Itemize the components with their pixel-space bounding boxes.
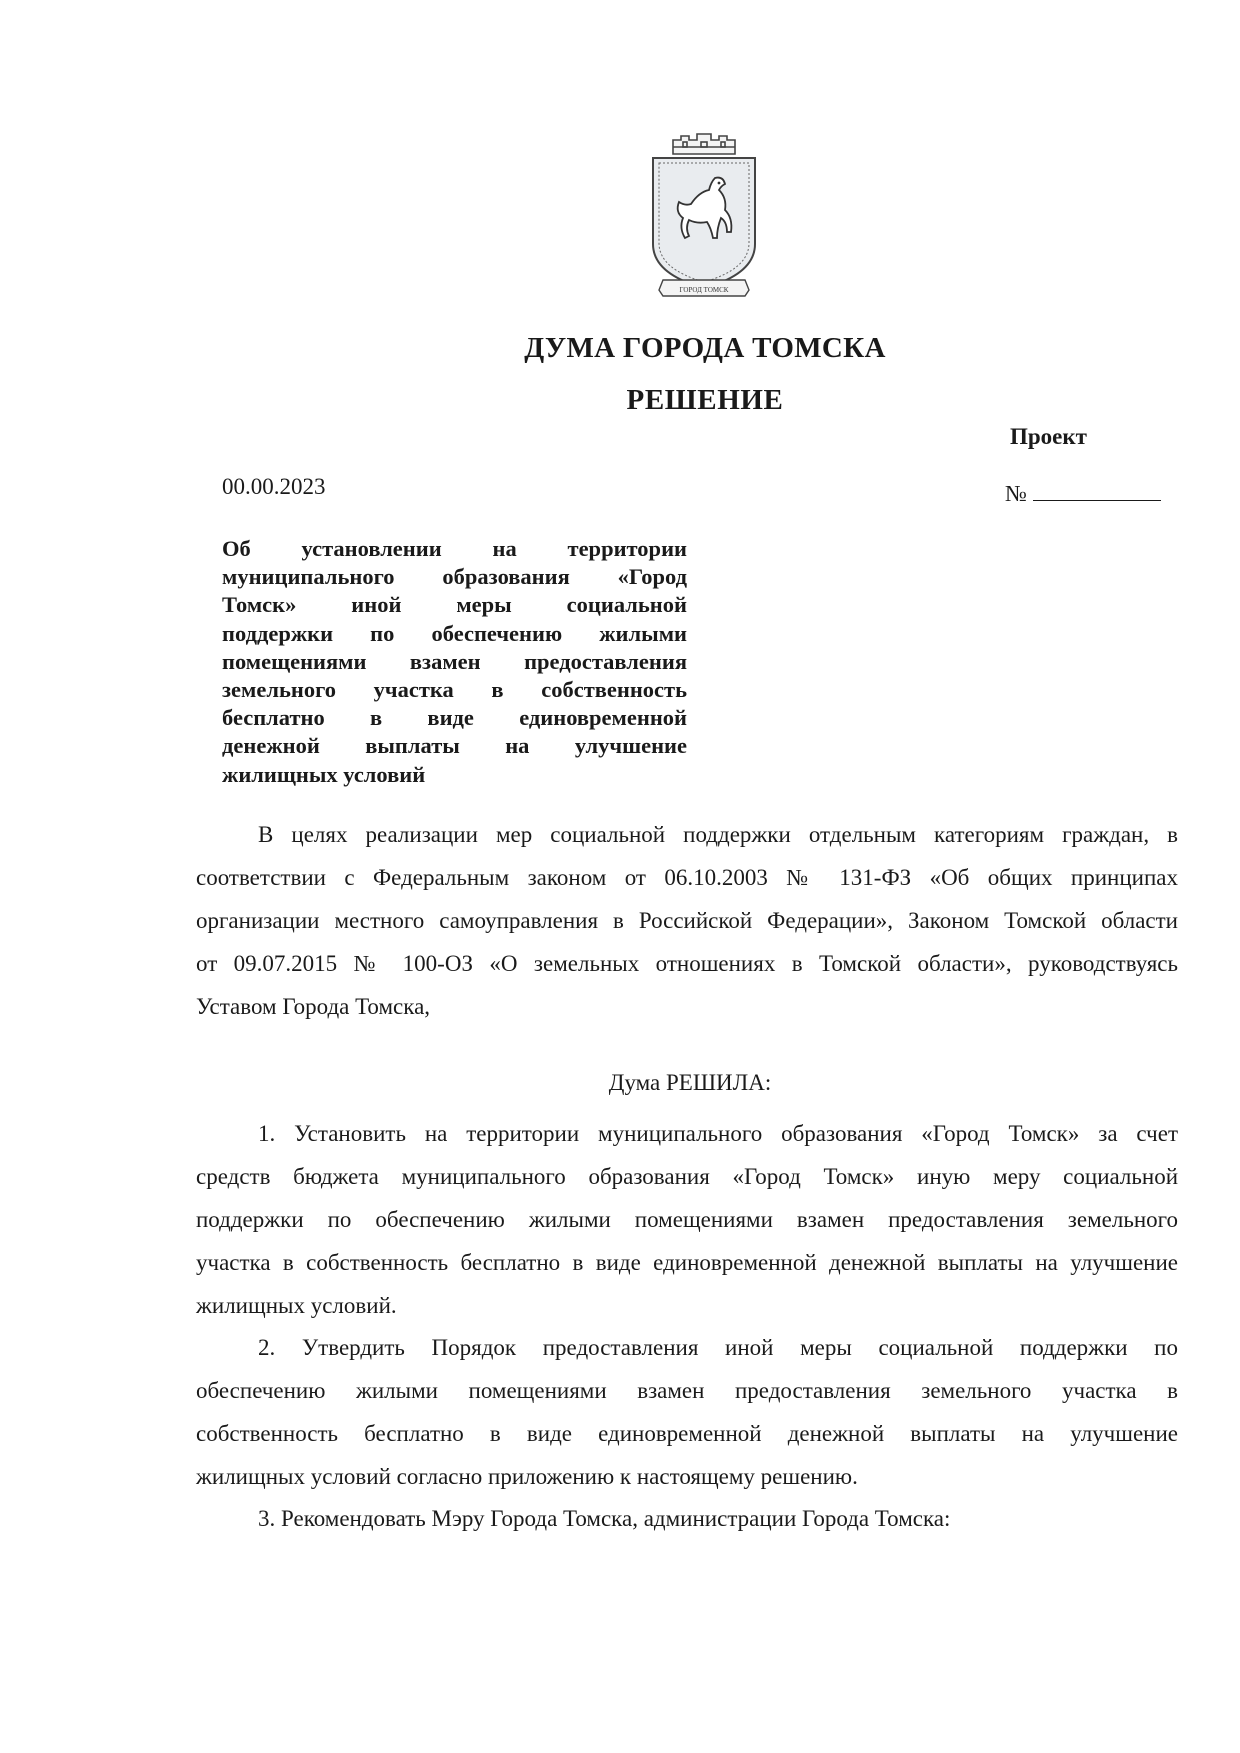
- preamble-line: В целях реализации мер социальной поддержки отдельным категориям граждан, в: [258, 822, 1178, 847]
- document-subject: [222, 535, 687, 789]
- resolution-item-2: [196, 1326, 1178, 1498]
- preamble-line: соответствии с Федеральным законом от 06.10.2003 № 131-ФЗ «Об общих принципах: [196, 865, 1178, 890]
- organization-title: ДУМА ГОРОДА ТОМСКА: [524, 332, 886, 364]
- subject-line: поддержки по обеспечению жилыми: [222, 620, 687, 646]
- item-line: участка в собственность бесплатно в виде единовременной денежной выплаты на улучшение: [196, 1250, 1178, 1275]
- document-type: РЕШЕНИЕ: [626, 384, 784, 416]
- preamble-line: Уставом Города Томска,: [196, 994, 431, 1019]
- emblem-ribbon-text: ГОРОД ТОМСК: [679, 286, 729, 294]
- item-line: 3. Рекомендовать Мэру Города Томска, администрации Города Томска:: [258, 1506, 951, 1531]
- subject-line: муниципального образования «Город: [222, 564, 687, 590]
- subject-line: Томск» иной меры социальной: [222, 592, 687, 618]
- number-blank-line: [1033, 478, 1161, 501]
- item-line: поддержки по обеспечению жилыми помещениями взамен предоставления земельного: [196, 1207, 1178, 1232]
- subject-line: Об установлении на территории: [222, 536, 687, 561]
- item-line: собственность бесплатно в виде единовременной денежной выплаты на улучшение: [196, 1421, 1178, 1446]
- subject-line: земельного участка в собственность: [222, 677, 687, 703]
- subject-line: денежной выплаты на улучшение: [222, 733, 687, 759]
- number-label: №: [1005, 481, 1027, 506]
- tomsk-coat-of-arms-icon: [645, 132, 763, 302]
- resolved-heading: Дума РЕШИЛА:: [608, 1070, 772, 1095]
- draft-label: Проект: [1010, 424, 1087, 449]
- item-line: 2. Утвердить Порядок предоставления иной меры социальной поддержки по: [258, 1335, 1178, 1360]
- preamble-paragraph: [196, 813, 1178, 1028]
- subject-line: бесплатно в виде единовременной: [222, 705, 687, 731]
- preamble-line: от 09.07.2015 № 100-ОЗ «О земельных отношениях в Томской области», руководствуясь: [196, 951, 1178, 976]
- document-number: [1005, 478, 1161, 507]
- document-date: 00.00.2023: [222, 474, 326, 499]
- resolution-item-1: [196, 1112, 1178, 1327]
- preamble-line: организации местного самоуправления в Российской Федерации», Законом Томской области: [196, 908, 1178, 933]
- resolution-item-3: [196, 1497, 1178, 1540]
- item-line: жилищных условий согласно приложению к настоящему решению.: [196, 1464, 858, 1489]
- subject-line: помещениями взамен предоставления: [222, 648, 687, 674]
- item-line: 1. Установить на территории муниципального образования «Город Томск» за счет: [258, 1121, 1178, 1146]
- subject-line: жилищных условий: [222, 761, 426, 787]
- item-line: жилищных условий.: [196, 1293, 397, 1318]
- item-line: средств бюджета муниципального образования «Город Томск» иную меру социальной: [196, 1164, 1178, 1189]
- item-line: обеспечению жилыми помещениями взамен предоставления земельного участка в: [196, 1378, 1178, 1403]
